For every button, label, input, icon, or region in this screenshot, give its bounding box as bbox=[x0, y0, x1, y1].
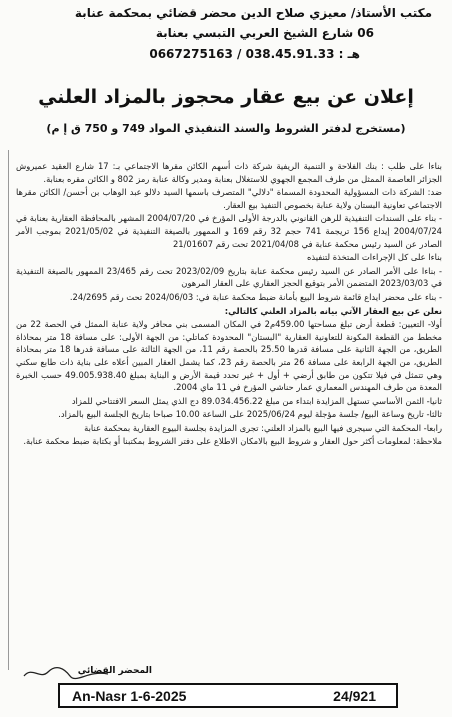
page-edge-rule bbox=[8, 150, 9, 670]
publication-name: An-Nasr 1-6-2025 bbox=[72, 687, 187, 704]
paragraph-procedures: بناءا على كل الإجراءات المتخذة لتنفيذه bbox=[306, 252, 442, 263]
paragraph-seizure-order: - بناءا على الأمر الصادر عن السيد رئيس محكمة عنابة بتاريخ 2023/02/09 تحت رقم 23/465 الممهور بالصيغة التنفيذية في 2023/03/03 المتضمن الأمر بتوقيع الحجز العقاري على العقار المرهون bbox=[16, 265, 443, 289]
paragraph-designation: أولا- التعيين: قطعة أرض تبلغ مساحتها 459.00م2 في المكان المسمى بني محافر ولاية عنابة الممثل في الحصة 22 من مخطط من القطعة المكونة للتعاونية العقارية "البستان" المحدودة كماتلي: من الجهة الأولى: على مسافة 18 متر بمحاذاة الطريق، من الجهة الثانية على مسافة قدرها 25.50 بالحصة رقم 11، من الجهة الثالثة على مسافة قدرها 18 متر بمحاذاة الطريق، من الجهة الرابعة على مسافة 26 متر بالحصة رقم 23، كما يشمل العقار المبين أعلاه على بناية ذات طابع سكني وهي تتمثل في فيلا تتكون من طابق أرضي + أول + غير تحدد قيمة الأرض و البناية بمبلغ 49.005.938.40 حسب الخبرة المعدة من طرف المهندس المعماري عمار حناشي المؤرخ في 11 ماي 2004. bbox=[16, 319, 442, 393]
page-title: إعلان عن بيع عقار محجوز بالمزاد العلني bbox=[38, 86, 414, 108]
paragraph-conditions-deposit: - بناء على محضر ايداع قائمة شروط البيع بأمانة ضبط محكمة عنابة في: 2024/06/03 تحت رقم 24/2695. bbox=[69, 291, 442, 302]
paragraph-sale-date: ثالثا- تاريخ وساعة البيع/ جلسة مؤجلة ليوم 2025/06/24 على الساعة 10.00 صباحا بتاريخ الجلسة البيع بالمزاد. bbox=[58, 409, 442, 420]
publication-footer bbox=[58, 683, 398, 708]
paragraph-petitioner: بناءا على طلب : بنك الفلاحة و التنمية الريفية شركة ذات أسهم الكائن مقرها الاجتماعي بـ: 17 شارع العقيد عميروش الجزائر العاصمة الممثل من طرف المجمع الجهوي للاستغلال بعنابة ومدير وكالة عنابة رمز 802 و الكائن مقره بعنابة. bbox=[16, 161, 442, 184]
office-phones: هـ : 038.45.91.33 / 0667275163 bbox=[149, 47, 360, 61]
announcement-body bbox=[16, 160, 442, 449]
paragraph-executive-title: - بناء على السندات التنفيذية للرهن القانوني بالدرجة الأولى المؤرخ في 2004/07/20 المشهر بالمحافظة العقارية بعنابة في 2004/07/24 إيداع 156 تريجمة 741 حجم 32 رقم 169 و الممهور بالصيغة التنفيذية في 2021/05/02 بموجب الأمر الصادر عن السيد رئيس محكمة عنابة في 2021/04/08 تحت رقم 21/01607 bbox=[16, 213, 442, 249]
paragraph-court: رابعا- المحكمة التي سيجرى فيها البيع بالمزاد العلني: تجرى المزايدة بجلسة البيوع العقارية بمحكمة عنابة bbox=[84, 422, 442, 433]
paragraph-note: ملاحظة: لمعلومات أكثر حول العقار و شروط البيع بالامكان الاطلاع على دفتر الشروط بمكتبنا أو بكتابة ضبط محكمة عنابة. bbox=[23, 436, 442, 447]
office-name: مكتب الأستاذ/ معيزي صلاح الدين محضر قضائي بمحكمة عنابة bbox=[74, 6, 432, 20]
signature-label: المحضر القضائي bbox=[77, 666, 152, 676]
paragraph-announcement: نعلن عن بيع العقار الآتي بيانه بالمزاد العلني كالتالي: bbox=[224, 305, 442, 316]
office-address: 06 شارع الشيخ العربي التبسي بعنابة bbox=[155, 26, 374, 40]
paragraph-against: ضد: الشركة ذات المسؤولية المحدودة المسماة "دلالي" المتصرف باسمها السيد دلالو عبد الوهاب بن أحسن/ الكائن مقرها الاجتماعي تعاونية البستان ولاية عنابة بخصوص التنفيذ بيع العقار. bbox=[16, 187, 442, 210]
paragraph-base-price: ثانيا- الثمن الأساسي تستهل المزايدة ابتداء من مبلغ 89.034.456.22 دج الذي يمثل السعر الافتتاحي للمزاد bbox=[71, 395, 442, 406]
publication-number: 24/921 bbox=[333, 687, 376, 704]
page-subtitle: (مستخرج لدفتر الشروط والسند التنفيذي المواد 749 و 750 ق إ م) bbox=[46, 122, 406, 135]
